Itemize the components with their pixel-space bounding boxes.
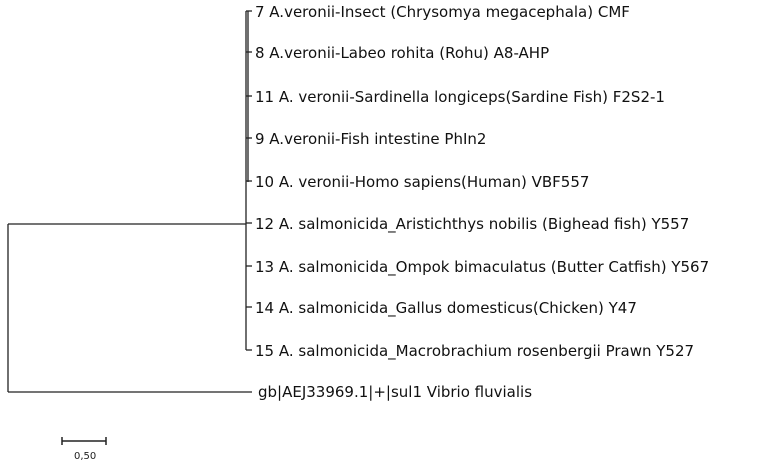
leaf-label-11: 11 A. veronii-Sardinella longiceps(Sardine Fish) F2S2-1 <box>255 88 665 106</box>
leaf-label-14: 14 A. salmonicida_Gallus domesticus(Chicken) Y47 <box>255 299 637 317</box>
scale-bar-label: 0,50 <box>74 451 97 462</box>
leaf-label-9: 9 A.veronii-Fish intestine PhIn2 <box>255 130 487 148</box>
leaf-label-13: 13 A. salmonicida_Ompok bimaculatus (Butter Catfish) Y567 <box>255 258 710 276</box>
outgroup-label: gb|AEJ33969.1|+|sul1 Vibrio fluvialis <box>258 383 533 401</box>
leaf-label-7: 7 A.veronii-Insect (Chrysomya megacephala) CMF <box>255 3 630 21</box>
leaf-label-15: 15 A. salmonicida_Macrobrachium rosenbergii Prawn Y527 <box>255 342 695 360</box>
leaf-label-10: 10 A. veronii-Homo sapiens(Human) VBF557 <box>255 173 590 191</box>
leaf-label-8: 8 A.veronii-Labeo rohita (Rohu) A8-AHP <box>255 44 550 62</box>
leaf-label-12: 12 A. salmonicida_Aristichthys nobilis (Bighead fish) Y557 <box>255 215 690 233</box>
